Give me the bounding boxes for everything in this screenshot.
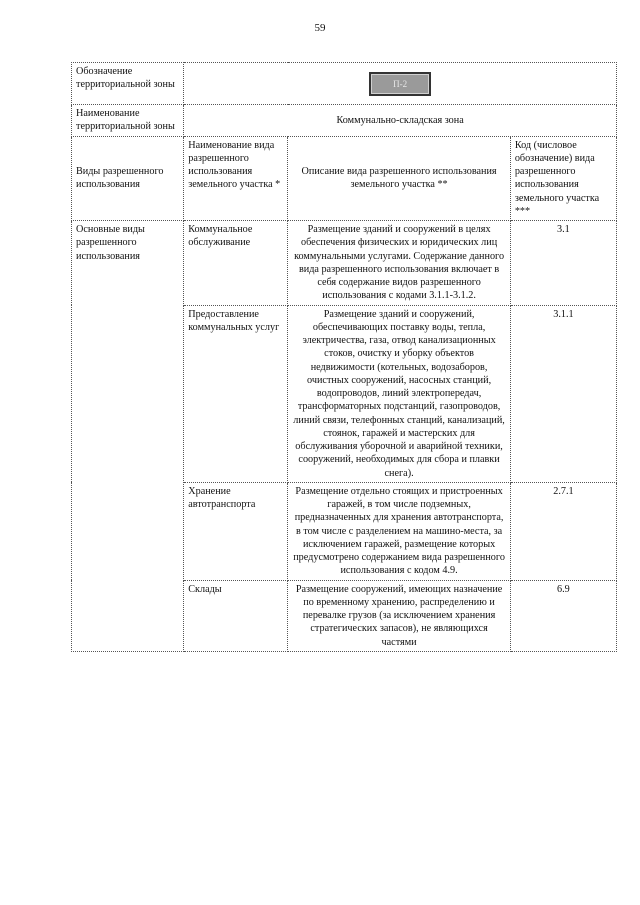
use-name: Хранение автотранспорта (184, 482, 288, 580)
uses-label: Виды разрешенного использования (72, 136, 184, 221)
zone-regulations-table (71, 62, 617, 652)
column-header-description: Описание вида разрешенного использования земельного участка ** (288, 136, 510, 221)
use-code: 2.7.1 (510, 482, 616, 580)
zone-designation-cell (184, 63, 617, 105)
zone-name-row (72, 105, 617, 137)
use-description: Размещение сооружений, имеющих назначение по временному хранению, распределению и перевалке грузов (за исключением хранения стратегических запасов), не являющихся частями (288, 580, 510, 651)
use-description: Размещение зданий и сооружений в целях обеспечения физических и юридических лиц коммунальными услугами. Содержание данного вида разрешенного использования включает в себя содержание видов разрешенного использования с кодами 3.1.1-3.1.2. (288, 221, 510, 306)
use-code: 6.9 (510, 580, 616, 651)
use-name: Склады (184, 580, 288, 651)
use-code: 3.1.1 (510, 305, 616, 482)
use-name: Коммунальное обслуживание (184, 221, 288, 306)
zone-designation-badge: П-2 (369, 72, 431, 96)
zone-name-label: Наименование территориальной зоны (72, 105, 184, 137)
use-description: Размещение отдельно стоящих и пристроенных гаражей, в том числе подземных, предназначенных для хранения автотранспорта, в том числе с разделением на машино-места, за исключением гаражей, размещение которых предусмотрено содержанием вида разрешенного использования с кодом 4.9. (288, 482, 510, 580)
table-row (72, 221, 617, 306)
use-code: 3.1 (510, 221, 616, 306)
zone-designation-row (72, 63, 617, 105)
column-header-name: Наименование вида разрешенного использования земельного участка * (184, 136, 288, 221)
use-description: Размещение зданий и сооружений, обеспечивающих поставку воды, тепла, электричества, газа, отвод канализационных стоков, очистку и уборку объектов недвижимости (котельных, водозаборов, очистных сооружений, насосных станций, водопроводов, линий электропередач, трансформаторных подстанций, газопроводов, линий связи, телефонных станций, канализаций, стоянок, гаражей и мастерских для обслуживания уборочной и аварийной техники, сооружений, необходимых для сбора и плавки снега). (288, 305, 510, 482)
column-header-code: Код (числовое обозначение) вида разрешенного использования земельного участка *** (510, 136, 616, 221)
use-name: Предоставление коммунальных услуг (184, 305, 288, 482)
page-number: 59 (314, 22, 326, 34)
zone-name-value: Коммунально-складская зона (184, 105, 617, 137)
section-label: Основные виды разрешенного использования (72, 221, 184, 652)
table-header-row (72, 136, 617, 221)
zone-designation-label: Обозначение территориальной зоны (72, 63, 184, 105)
